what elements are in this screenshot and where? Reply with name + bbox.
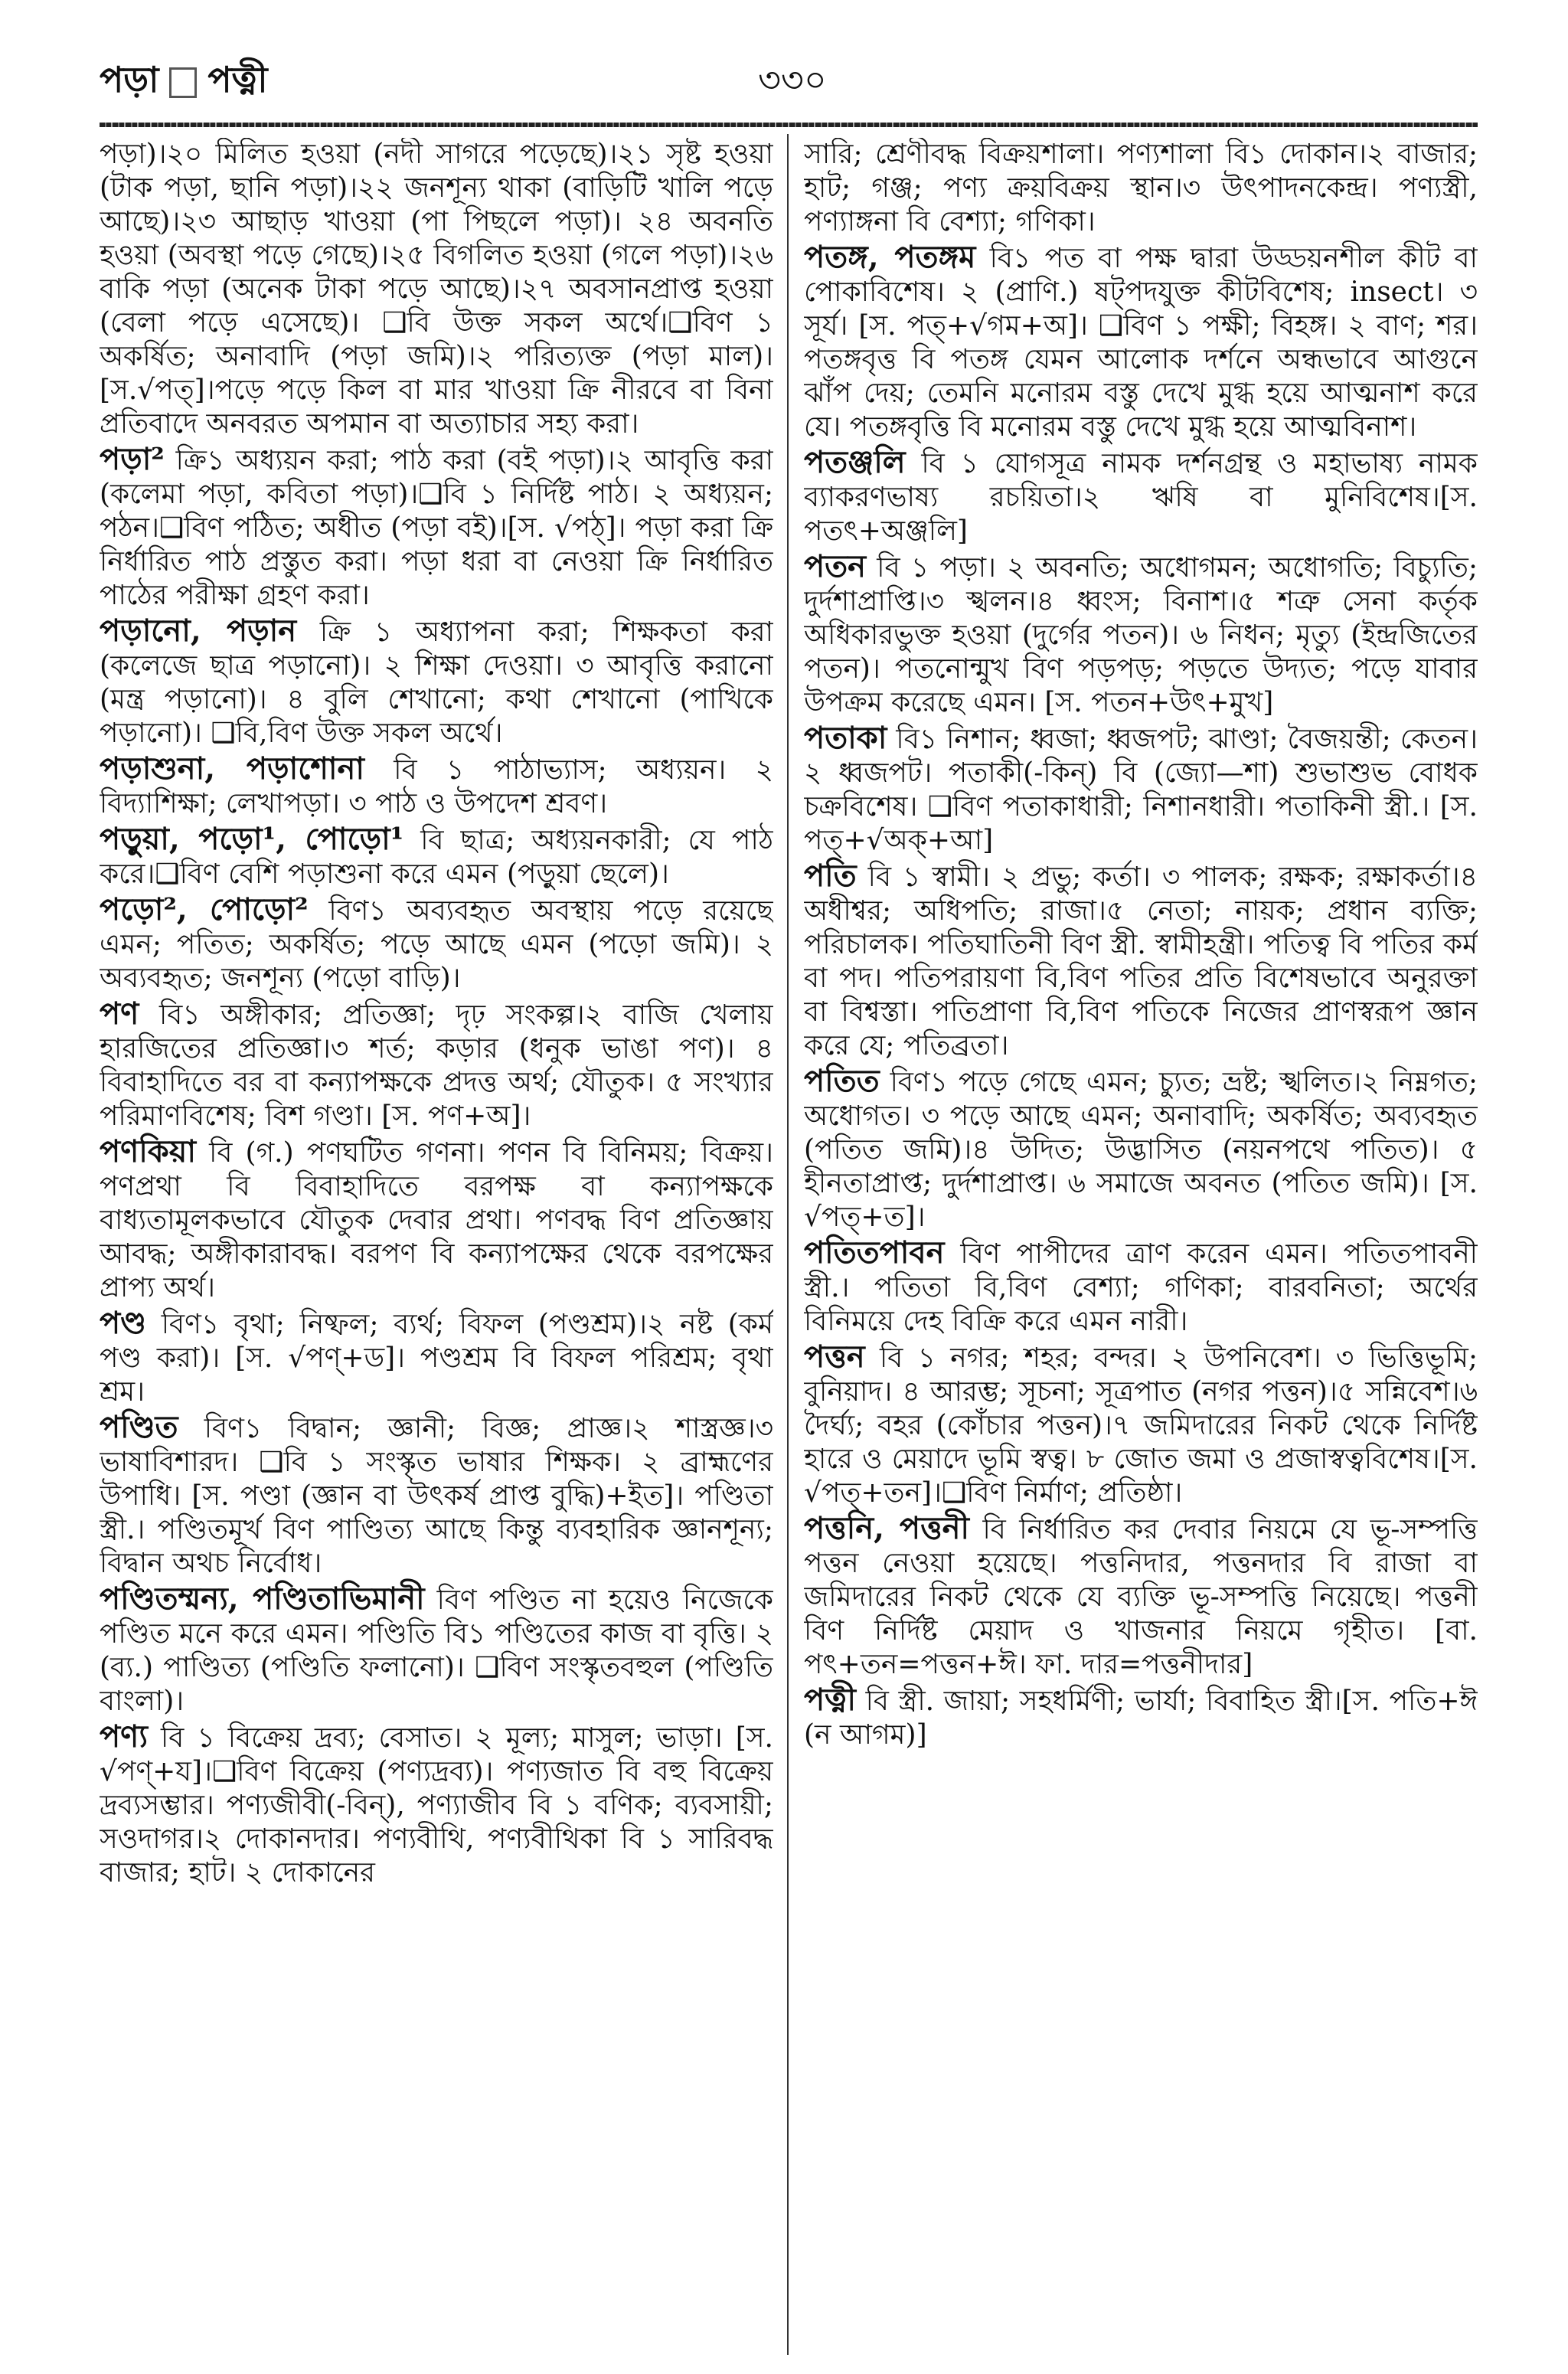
entry-definition: বি ১ স্বামী। ২ প্রভু; কর্তা। ৩ পালক; রক্ষক; রক্ষাকর্তা।৪ অধীশ্বর; অধিপতি; রাজা।৫ নেতা; নায়ক; প্রধান ব্যক্তি; পরিচালক। পতিঘাতিনী বিণ স্ত্রী. স্বামীহন্ত্রী। পতিত্ব বি পতির কর্ম বা পদ। পতিপরায়ণা বি,বিণ পতির প্রতি বিশেষভাবে অনুরক্তা বা বিশ্বস্তা। পতিপ্রাণা বি,বিণ পতিকে নিজের প্রাণস্বরূপ জ্ঞান করে যে; পতিব্রতা।	[804, 862, 1478, 1061]
entry-definition: বিণ পণ্ডিত না হয়েও নিজেকে পণ্ডিত মনে করে এমন। পণ্ডিতি বি১ পণ্ডিতের কাজ বা বৃত্তি। ২ (ব্য.) পাণ্ডিত্য (পণ্ডিতি ফলানো)। ❑বিণ সংস্কৃতবহুল (পণ্ডিতি বাংলা)।	[100, 1584, 773, 1717]
page-header	[100, 54, 1478, 115]
headword-separator-icon	[169, 67, 197, 98]
entry-headword: পড়ুয়া, পড়ো¹, পোড়ো¹	[100, 821, 404, 857]
entry-definition: বি নির্ধারিত কর দেবার নিয়মে যে ভূ-সম্পত্তি পত্তন নেওয়া হয়েছে। পত্তনিদার, পত্তনদার বি রাজা বা জমিদারের নিকট থেকে যে ব্যক্তি ভূ-সম্পত্তি নিয়েছে। পত্তনী বিণ নির্দিষ্ট মেয়াদ ও খাজনার নিয়মে গৃহীত। [বা. পৎ+তন=পত্তন+ঈ। ফা. দার=পত্তনীদার]	[804, 1514, 1478, 1680]
dictionary-entry	[804, 1683, 1478, 1752]
entry-headword: পড়া²	[100, 441, 165, 477]
entry-definition: বি (গ.) পণঘটিত গণনা। পণন বি বিনিময়; বিক্রয়। পণপ্রথা বি বিবাহাদিতে বরপক্ষ বা কন্যাপক্ষকে বাধ্যতামূলকভাবে যৌতুক দেবার প্রথা। পণবদ্ধ বিণ প্রতিজ্ঞায় আবদ্ধ; অঙ্গীকারাবদ্ধ। বরপণ বি কন্যাপক্ষের থেকে বরপক্ষের প্রাপ্য অর্থ।	[100, 1137, 773, 1303]
first-headword: পড়া	[100, 59, 159, 100]
dictionary-entry	[100, 1306, 773, 1409]
entry-definition: বিণ১ অব্যবহৃত অবস্থায় পড়ে রয়েছে এমন; পতিত; অকর্ষিত; পড়ে আছে এমন (পড়ো জমি)। ২ অব্যবহৃত; জনশূন্য (পড়ো বাড়ি)।	[100, 895, 773, 994]
dictionary-entry	[804, 1340, 1478, 1510]
page-number: ৩৩০	[758, 59, 827, 100]
dictionary-entry	[100, 1720, 773, 1890]
entry-headword: পণকিয়া	[100, 1133, 196, 1169]
right-column	[804, 138, 1478, 2351]
header-rule	[100, 123, 1478, 127]
entry-definition: বি ১ যোগসূত্র নামক দর্শনগ্রন্থ ও মহাভাষ্য নামক ব্যাকরণভাষ্য রচয়িতা।২ ঋষি বা মুনিবিশেষ।[স. পতৎ+অঞ্জলি]	[804, 448, 1478, 547]
dictionary-entry	[804, 446, 1478, 548]
entry-headword: পত্তনি, পত্তনী	[804, 1510, 969, 1546]
entry-definition: বি ১ পড়া। ২ অবনতি; অধোগমন; অধোগতি; বিচ্যুতি; দুর্দশাপ্রাপ্তি।৩ স্খলন।৪ ধ্বংস; বিনাশ।৫ শত্রু সেনা কর্তৃক অধিকারভুক্ত হওয়া (দুর্গের পতন)। ৬ নিধন; মৃত্যু (ইন্দ্রজিতের পতন)। পতনোন্মুখ বিণ পড়পড়; পড়তে উদ্যত; পড়ে যাবার উপক্রম করেছে এমন। [স. পতন+উৎ+মুখ]	[804, 552, 1478, 718]
entry-headword: পণ্য	[100, 1718, 148, 1754]
dictionary-entry	[100, 1135, 773, 1305]
dictionary-entry	[100, 893, 773, 996]
entry-definition: বি ছাত্র; অধ্যয়নকারী; যে পাঠ করে।❑বিণ বেশি পড়াশুনা করে এমন (পড়ুয়া ছেলে)।	[100, 825, 773, 890]
entry-headword: পতন	[804, 548, 867, 584]
entry-headword: পতঙ্গ, পতঙ্গম	[804, 239, 976, 275]
dictionary-entry	[100, 997, 773, 1133]
running-headwords	[100, 54, 268, 112]
dictionary-entry	[100, 1582, 773, 1718]
dictionary-entry	[804, 1236, 1478, 1339]
dictionary-entry	[804, 550, 1478, 720]
column-divider	[787, 134, 789, 2355]
dictionary-entry	[804, 240, 1478, 444]
entry-headword: পতি	[804, 858, 857, 894]
entry-definition: বি১ অঙ্গীকার; প্রতিজ্ঞা; দৃঢ় সংকল্প।২ বাজি খেলায় হারজিতের প্রতিজ্ঞা।৩ শর্ত; কড়ার (ধনুক ভাঙা পণ)। ৪ বিবাহাদিতে বর বা কন্যাপক্ষকে প্রদত্ত অর্থ; যৌতুক। ৫ সংখ্যার পরিমাণবিশেষ; বিশ গণ্ডা। [স. পণ+অ]।	[100, 999, 773, 1132]
last-headword: পত্নী	[207, 59, 268, 100]
dictionary-entry	[804, 721, 1478, 858]
entry-definition: বিণ১ পড়ে গেছে এমন; চ্যুত; ভ্রষ্ট; স্খলিত।২ নিম্নগত; অধোগত। ৩ পড়ে আছে এমন; অনাবাদি; অকর্ষিত; অব্যবহৃত (পতিত জমি)।৪ উদিত; উদ্ভাসিত (নয়নপথে পতিত)। ৫ হীনতাপ্রাপ্ত; দুর্দশাপ্রাপ্ত। ৬ সমাজে অবনত (পতিত জমি)। [স. √পত্+ত]।	[804, 1067, 1478, 1233]
entry-definition: বিণ১ বিদ্বান; জ্ঞানী; বিজ্ঞ; প্রাজ্ঞ।২ শাস্ত্রজ্ঞ।৩ ভাষাবিশারদ। ❑বি ১ সংস্কৃত ভাষার শিক্ষক। ২ ব্রাহ্মণের উপাধি। [স. পণ্ডা (জ্ঞান বা উৎকর্ষ প্রাপ্ত বুদ্ধি)+ইত]। পণ্ডিতা স্ত্রী.। পণ্ডিতমূর্খ বিণ পাণ্ডিত্য আছে কিন্তু ব্যবহারিক জ্ঞানশূন্য; বিদ্বান অথচ নির্বোধ।	[100, 1413, 773, 1579]
entry-definition: পড়া)।২০ মিলিত হওয়া (নদী সাগরে পড়েছে)।২১ সৃষ্ট হওয়া (টাক পড়া, ছানি পড়া)।২২ জনশূন্য থাকা (বাড়িটি খালি পড়ে আছে)।২৩ আছাড় খাওয়া (পা পিছলে পড়া)। ২৪ অবনতি হওয়া (অবস্থা পড়ে গেছে)।২৫ বিগলিত হওয়া (গলে পড়া)।২৬ বাকি পড়া (অনেক টাকা পড়ে আছে)।২৭ অবসানপ্রাপ্ত হওয়া (বেলা পড়ে এসেছে)। ❑বি উক্ত সকল অর্থে।❑বিণ ১ অকর্ষিত; অনাবাদি (পড়া জমি)।২ পরিত্যক্ত (পড়া মাল)।[স.√পত্]।পড়ে পড়ে কিল বা মার খাওয়া ক্রি নীরবে বা বিনা প্রতিবাদে অনবরত অপমান বা অত্যাচার সহ্য করা।	[100, 139, 773, 440]
entry-definition: বি ১ পাঠাভ্যাস; অধ্যয়ন। ২ বিদ্যাশিক্ষা; লেখাপড়া। ৩ পাঠ ও উপদেশ শ্রবণ।	[100, 754, 773, 819]
entry-definition: ক্রি১ অধ্যয়ন করা; পাঠ করা (বই পড়া)।২ আবৃত্তি করা (কলেমা পড়া, কবিতা পড়া)।❑বি ১ নির্দিষ্ট পাঠ। ২ অধ্যয়ন; পঠন।❑বিণ পঠিত; অধীত (পড়া বই)।[স. √পঠ্]। পড়া করা ক্রি নির্ধারিত পাঠ প্রস্তুত করা। পড়া ধরা বা নেওয়া ক্রি নির্ধারিত পাঠের পরীক্ষা গ্রহণ করা।	[100, 445, 773, 611]
entry-headword: পণ্ডিতম্মন্য, পণ্ডিতাভিমানী	[100, 1581, 425, 1617]
entry-definition: বিণ১ বৃথা; নিষ্ফল; ব্যর্থ; বিফল (পণ্ডশ্রম)।২ নষ্ট (কর্ম পণ্ড করা)। [স. √পণ্+ড]। পণ্ডশ্রম বি বিফল পরিশ্রম; বৃথা শ্রম।	[100, 1309, 773, 1408]
entry-headword: পণ	[100, 996, 139, 1032]
entry-definition: ক্রি ১ অধ্যাপনা করা; শিক্ষকতা করা (কলেজে ছাত্র পড়ানো)। ২ শিক্ষা দেওয়া। ৩ আবৃত্তি করানো (মন্ত্র পড়ানো)। ৪ বুলি শেখানো; কথা শেখানো (পাখিকে পড়ানো)। ❑বি,বিণ উক্ত সকল অর্থে।	[100, 616, 773, 749]
entry-headword: পত্তন	[804, 1339, 865, 1375]
dictionary-entry	[804, 138, 1478, 239]
entry-definition: সারি; শ্রেণীবদ্ধ বিক্রয়শালা। পণ্যশালা বি১ দোকান।২ বাজার; হাট; গঞ্জ; পণ্য ক্রয়বিক্রয় স্থান।৩ উৎপাদনকেন্দ্র। পণ্যস্ত্রী, পণ্যাঙ্গনা বি বেশ্যা; গণিকা।	[804, 139, 1478, 237]
entry-headword: পতিতপাবন	[804, 1234, 945, 1270]
entry-headword: পড়ো², পোড়ো²	[100, 891, 309, 927]
entry-headword: পণ্ডিত	[100, 1409, 178, 1445]
entry-definition: বি ১ বিক্রেয় দ্রব্য; বেসাত। ২ মূল্য; মাসুল; ভাড়া। [স. √পণ্+য]।❑বিণ বিক্রেয় (পণ্যদ্রব্য)। পণ্যজাত বি বহু বিক্রেয় দ্রব্যসম্ভার। পণ্যজীবী(-বিন্), পণ্যাজীব বি ১ বণিক; ব্যবসায়ী; সওদাগর।২ দোকানদার। পণ্যবীথি, পণ্যবীথিকা বি ১ সারিবদ্ধ বাজার; হাট। ২ দোকানের	[100, 1722, 773, 1888]
entry-headword: পড়াশুনা, পড়াশোনা	[100, 750, 365, 786]
dictionary-entry	[100, 752, 773, 821]
entry-headword: পত্নী	[804, 1682, 856, 1718]
dictionary-entry	[100, 1411, 773, 1581]
entry-definition: বি স্ত্রী. জায়া; সহধর্মিণী; ভার্যা; বিবাহিত স্ত্রী।[স. পতি+ঈ (ন আগম)]	[804, 1686, 1478, 1751]
dictionary-entry	[100, 443, 773, 613]
entry-definition: বি১ পত বা পক্ষ দ্বারা উড্ডয়নশীল কীট বা পোকাবিশেষ। ২ (প্রাণি.) ষট্পদযুক্ত কীটবিশেষ; insect। ৩ সূর্য। [স. পত্+√গম+অ]। ❑বিণ ১ পক্ষী; বিহঙ্গ। ২ বাণ; শর। পতঙ্গবৃত্ত বি পতঙ্গ যেমন আলোক দর্শনে অন্ধভাবে আগুনে ঝাঁপ দেয়; তেমনি মনোরম বস্তু দেখে মুগ্ধ হয়ে আত্মনাশ করে যে। পতঙ্গবৃত্তি বি মনোরম বস্তু দেখে মুগ্ধ হয়ে আত্মবিনাশ।	[804, 243, 1478, 443]
entry-definition: বি ১ নগর; শহর; বন্দর। ২ উপনিবেশ। ৩ ভিত্তিভূমি; বুনিয়াদ। ৪ আরম্ভ; সূচনা; সূত্রপাত (নগর পত্তন)।৫ সন্নিবেশ।৬ দৈর্ঘ্য; বহর (কোঁচার পত্তন)।৭ জমিদারের নিকট থেকে নির্দিষ্ট হারে ও মেয়াদে ভূমি স্বত্ব। ৮ জোত জমা ও প্রজাস্বত্ববিশেষ।[স. √পত্+তন]।❑বিণ নির্মাণ; প্রতিষ্ঠা।	[804, 1342, 1478, 1509]
entry-headword: পড়ানো, পড়ান	[100, 613, 297, 649]
left-column	[100, 138, 773, 2351]
entry-headword: পতাকা	[804, 720, 887, 756]
dictionary-entry	[100, 822, 773, 891]
dictionary-entry	[100, 138, 773, 441]
entry-headword: পতিত	[804, 1063, 880, 1099]
dictionary-entry	[804, 1064, 1478, 1234]
dictionary-entry	[804, 1512, 1478, 1682]
entry-definition: বিণ পাপীদের ত্রাণ করেন এমন। পতিতপাবনী স্ত্রী.। পতিতা বি,বিণ বেশ্যা; গণিকা; বারবনিতা; অর্থের বিনিময়ে দেহ বিক্রি করে এমন নারী।	[804, 1238, 1478, 1337]
entry-headword: পণ্ড	[100, 1305, 147, 1341]
dictionary-entry	[100, 614, 773, 750]
entry-definition: বি১ নিশান; ধ্বজা; ধ্বজপট; ঝাণ্ডা; বৈজয়ন্তী; কেতন। ২ ধ্বজপট। পতাকী(-কিন্) বি (জ্যো—শা) শুভাশুভ বোধক চক্রবিশেষ। ❑বিণ পতাকাধারী; নিশানধারী। পতাকিনী স্ত্রী.। [স. পত্+√অক্+আ]	[804, 724, 1478, 856]
dictionary-entry	[804, 859, 1478, 1063]
entry-headword: পতঞ্জলি	[804, 444, 906, 480]
